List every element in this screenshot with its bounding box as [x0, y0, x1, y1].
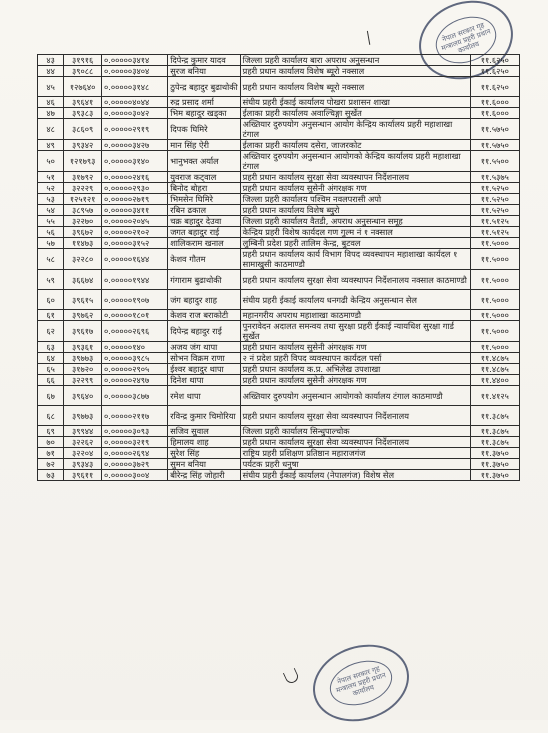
office-cell: प्रहरी प्रधान कार्यालय सुरक्षा सेवा व्यवस्थापन निर्देशनालय नक्साल काठमाण्डौ: [240, 270, 470, 290]
table-body: [38, 55, 520, 481]
name-cell: ठुपेन्द्र बहादुर बुढाथोकी: [168, 77, 240, 97]
registration-cell: ०.०००००२११७: [102, 406, 168, 426]
table-row: [38, 342, 520, 353]
serial-number-cell: ५३: [38, 194, 64, 205]
symbol-number-cell: ३२२७०: [64, 216, 102, 227]
name-cell: दिपेन्द्र बहादुर राई: [168, 321, 240, 342]
table-row: [38, 249, 520, 270]
symbol-number-cell: ३९०८८: [64, 66, 102, 77]
table-row: [38, 448, 520, 459]
registration-cell: ०.०००००३७२९: [102, 459, 168, 470]
serial-number-cell: ७०: [38, 437, 64, 448]
score-cell: ११.५३७५: [470, 172, 519, 183]
table-row: [38, 321, 520, 342]
table-row: [38, 97, 520, 108]
table-row: [38, 364, 520, 375]
serial-number-cell: ५०: [38, 151, 64, 172]
name-cell: सोभन विक्रम राणा: [168, 353, 240, 364]
registration-cell: ०.०००००३४११: [102, 205, 168, 216]
name-cell: रुद्र प्रसाद शर्मा: [168, 97, 240, 108]
office-cell: लुम्बिनी प्रदेश प्रहरी तालिम केन्द्र, बुटवल: [240, 238, 470, 249]
table-row: [38, 108, 520, 119]
symbol-number-cell: ३९३४२: [64, 140, 102, 151]
table-row: [38, 119, 520, 140]
registration-cell: ०.०००००२९१९: [102, 119, 168, 140]
score-cell: ११.५०००: [470, 342, 519, 353]
table-row: [38, 310, 520, 321]
registration-cell: ०.०००००१९४४: [102, 270, 168, 290]
score-cell: ११.४८७५: [470, 364, 519, 375]
official-stamp-bottom: [303, 633, 419, 733]
serial-number-cell: ५५: [38, 216, 64, 227]
serial-number-cell: ६७: [38, 386, 64, 406]
symbol-number-cell: ३९७७३: [64, 353, 102, 364]
score-cell: ११.५०००: [470, 238, 519, 249]
office-cell: २ नं प्रदेश प्रहरी विपद व्यवस्थापन कार्यदल पर्सा: [240, 353, 470, 364]
registration-cell: ०.०००००२१०२: [102, 227, 168, 238]
name-cell: रबिन ढकाल: [168, 205, 240, 216]
registration-cell: ०.०००००२७१९: [102, 194, 168, 205]
office-cell: प्रहरी प्रधान कार्यालय विशेष ब्यूरो नक्साल: [240, 77, 470, 97]
table-row: [38, 290, 520, 310]
name-cell: बिनोद बोहरा: [168, 183, 240, 194]
score-cell: ११.३७५०: [470, 459, 519, 470]
symbol-number-cell: ३९६७२: [64, 227, 102, 238]
table-row: [38, 386, 520, 406]
score-cell: ११.४४००: [470, 375, 519, 386]
symbol-number-cell: ३२२९९: [64, 375, 102, 386]
table-row: [38, 194, 520, 205]
table-row: [38, 470, 520, 481]
name-cell: रविन्द्र कुमार चिमोरिया: [168, 406, 240, 426]
name-cell: सुरज बनिया: [168, 66, 240, 77]
score-cell: ११.३८७५: [470, 437, 519, 448]
registration-cell: ०.०००००३४२७: [102, 140, 168, 151]
serial-number-cell: ४७: [38, 108, 64, 119]
score-cell: ११.४८७५: [470, 353, 519, 364]
serial-number-cell: ६०: [38, 290, 64, 310]
serial-number-cell: ४९: [38, 140, 64, 151]
serial-number-cell: ५२: [38, 183, 64, 194]
table-row: [38, 66, 520, 77]
serial-number-cell: ५९: [38, 270, 64, 290]
office-cell: जिल्ला प्रहरी कार्यालय सिन्धुपाल्चोक: [240, 426, 470, 437]
office-cell: पर्यटक प्रहरी धनुषा: [240, 459, 470, 470]
name-cell: दिनेश थापा: [168, 375, 240, 386]
score-cell: ११.५०००: [470, 290, 519, 310]
stamp-text-top: नेपाल सरकार गृह मन्त्रालय प्रहरी प्रधान कार्यालय: [440, 21, 492, 56]
office-cell: पुनरावेदन अदालत समन्वय तथा सुरक्षा प्रहरी ईकाई न्यायधिश सुरक्षा गार्ड सुर्खेत: [240, 321, 470, 342]
symbol-number-cell: ३१९१६: [64, 55, 102, 66]
name-cell: चक्र बहादुर देउवा: [168, 216, 240, 227]
symbol-number-cell: १२१७९३: [64, 151, 102, 172]
registration-cell: ०.०००००३४०४: [102, 66, 168, 77]
office-cell: ईलाका प्रहरी कार्यालय अवाल्चिङ्गा सुर्खेत: [240, 108, 470, 119]
handwritten-mark-bottom: [283, 668, 300, 685]
office-cell: जिल्ला प्रहरी कार्यालय बारा अपराध अनुसन्धान: [240, 55, 470, 66]
serial-number-cell: ५४: [38, 205, 64, 216]
registration-cell: ०.०००००३८७७: [102, 386, 168, 406]
table-row: [38, 270, 520, 290]
score-cell: ११.६०००: [470, 108, 519, 119]
score-cell: ११.३७५०: [470, 470, 519, 481]
score-cell: ११.५१२५: [470, 227, 519, 238]
serial-number-cell: ६५: [38, 364, 64, 375]
score-cell: ११.५२५०: [470, 183, 519, 194]
registration-cell: ०.०००००२९०५: [102, 364, 168, 375]
score-cell: ११.५०००: [470, 310, 519, 321]
serial-number-cell: ६१: [38, 310, 64, 321]
registration-cell: ०.०००००२६९६: [102, 321, 168, 342]
table-row: [38, 151, 520, 172]
office-cell: ईलाका प्रहरी कार्यालय दसेरा, जाजरकोट: [240, 140, 470, 151]
serial-number-cell: ४६: [38, 97, 64, 108]
office-cell: प्रहरी प्रधान कार्यालय क.प्र. अभिलेख उपशाखा: [240, 364, 470, 375]
office-cell: राष्ट्रिय प्रहरी प्रशिक्षण प्रतिष्ठान महाराजगंज: [240, 448, 470, 459]
score-cell: ११.६२५०: [470, 66, 519, 77]
registration-cell: ०.०००००१८०१: [102, 310, 168, 321]
score-cell: ११.५०००: [470, 321, 519, 342]
table-row: [38, 238, 520, 249]
table-row: [38, 55, 520, 66]
name-cell: शालिकराम खनाल: [168, 238, 240, 249]
office-cell: प्रहरी प्रधान कार्यालय सुरक्षा सेवा व्यवस्थापन निर्देशनालय: [240, 437, 470, 448]
office-cell: संघीय प्रहरी ईकाई कार्यालय धनगढी केन्द्रिय अनुसन्धान सेल: [240, 290, 470, 310]
score-cell: ११.६०००: [470, 97, 519, 108]
score-cell: ११.३७५०: [470, 448, 519, 459]
name-cell: केशव गौतम: [168, 249, 240, 270]
symbol-number-cell: ३८६०९: [64, 119, 102, 140]
score-cell: ११.४१२५: [470, 386, 519, 406]
name-cell: सजिव सुवाल: [168, 426, 240, 437]
registration-cell: ०.०००००३१५२: [102, 238, 168, 249]
office-cell: जिल्ला प्रहरी कार्यालय पश्चिम नवलपरासी अपो: [240, 194, 470, 205]
office-cell: प्रहरी प्रधान कार्यालय कार्य विभाग विपद व्यवस्थापन महाशाखा कार्यदल १ सामाखुसी काठमाण्डौ: [240, 249, 470, 270]
registration-cell: ०.०००००२६९४: [102, 448, 168, 459]
table-row: [38, 426, 520, 437]
registration-cell: ०.०००००१६४४: [102, 249, 168, 270]
serial-number-cell: ४५: [38, 77, 64, 97]
office-cell: अख्तियार दुरुपयोग अनुसन्धान आयोगको केन्द्रिय कार्यालय प्रहरी महाशाखा टंगाल: [240, 151, 470, 172]
score-cell: ११.५१२५: [470, 216, 519, 227]
score-cell: ११.५७५०: [470, 119, 519, 140]
handwritten-mark-top: [367, 29, 380, 45]
serial-number-cell: ४४: [38, 66, 64, 77]
registration-cell: ०.०००००१४०: [102, 342, 168, 353]
personnel-table: [37, 54, 520, 481]
symbol-number-cell: ३९३८३: [64, 108, 102, 119]
table-row: [38, 437, 520, 448]
name-cell: रमेश थापा: [168, 386, 240, 406]
name-cell: सुरेश सिंह: [168, 448, 240, 459]
office-cell: संघीय प्रहरी ईकाई कार्यालय पोखरा प्रशासन शाखा: [240, 97, 470, 108]
symbol-number-cell: १२५१२१: [64, 194, 102, 205]
office-cell: प्रहरी प्रधान कार्यालय सुरक्षा सेवा व्यवस्थापन निर्देशनालय: [240, 172, 470, 183]
serial-number-cell: ५८: [38, 249, 64, 270]
symbol-number-cell: ३९७७३: [64, 406, 102, 426]
table-row: [38, 172, 520, 183]
name-cell: मान सिंह ऐरी: [168, 140, 240, 151]
symbol-number-cell: ३९९४४: [64, 426, 102, 437]
name-cell: अजय जंग थापा: [168, 342, 240, 353]
name-cell: भानुभक्त अर्याल: [168, 151, 240, 172]
office-cell: प्रहरी प्रधान कार्यालय विशेष ब्यूरो नक्साल: [240, 66, 470, 77]
table-row: [38, 459, 520, 470]
score-cell: ११.६२५०: [470, 77, 519, 97]
name-cell: दिपक घिमिरे: [168, 119, 240, 140]
serial-number-cell: ६३: [38, 342, 64, 353]
name-cell: बीरेन्द्र सिंह जोहारी: [168, 470, 240, 481]
name-cell: केशव राज बराकोटी: [168, 310, 240, 321]
registration-cell: ०.०००००३९८५: [102, 353, 168, 364]
table-row: [38, 140, 520, 151]
office-cell: महानगरीय अपराध महाशाखा काठमाण्डौ: [240, 310, 470, 321]
registration-cell: ०.०००००३१४०: [102, 151, 168, 172]
table-row: [38, 205, 520, 216]
registration-cell: ०.०००००३४१४: [102, 55, 168, 66]
serial-number-cell: ७३: [38, 470, 64, 481]
registration-cell: ०.०००००३१४८: [102, 77, 168, 97]
office-cell: जिल्ला प्रहरी कार्यालय वैतडी, अपराध अनुसन्धान समूह: [240, 216, 470, 227]
name-cell: जगत बहादुर राई: [168, 227, 240, 238]
symbol-number-cell: ३१७२०: [64, 364, 102, 375]
office-cell: प्रहरी प्रधान कार्यालय विशेष ब्युरो: [240, 205, 470, 216]
office-cell: प्रहरी प्रधान कार्यालय सुसेनी अंगरक्षक गण: [240, 342, 470, 353]
table-row: [38, 183, 520, 194]
serial-number-cell: ४३: [38, 55, 64, 66]
name-cell: भिम बहादुर खड्का: [168, 108, 240, 119]
symbol-number-cell: ११४७३: [64, 238, 102, 249]
registration-cell: ०.०००००२०४५: [102, 216, 168, 227]
name-cell: युवराज कट्वाल: [168, 172, 240, 183]
symbol-number-cell: १२७६४०: [64, 77, 102, 97]
score-cell: ११.५२५०: [470, 194, 519, 205]
score-cell: ११.५०००: [470, 270, 519, 290]
office-cell: अख्तियार दुरुपयोग अनुसन्धान आयोगको कार्यालय टंगाल काठमाण्डौ: [240, 386, 470, 406]
symbol-number-cell: ३९६४१: [64, 97, 102, 108]
name-cell: ईश्वर बहादुर थापा: [168, 364, 240, 375]
serial-number-cell: ५१: [38, 172, 64, 183]
office-cell: प्रहरी प्रधान कार्यालय सुरक्षा सेवा व्यवस्थापन निर्देशनालय: [240, 406, 470, 426]
table-row: [38, 227, 520, 238]
symbol-number-cell: ३२२२९: [64, 183, 102, 194]
table-row: [38, 406, 520, 426]
office-cell: केन्द्रिय प्रहरी विशेष कार्यदल गण गुल्म नं १ नक्साल: [240, 227, 470, 238]
name-cell: गंगाराम बुढाथोकी: [168, 270, 240, 290]
stamp-inner-bottom: [324, 653, 398, 713]
registration-cell: ०.०००००३०९३: [102, 426, 168, 437]
symbol-number-cell: ३२२८०: [64, 249, 102, 270]
score-cell: ११.३८७५: [470, 406, 519, 426]
registration-cell: ०.०००००१९०७: [102, 290, 168, 310]
serial-number-cell: ६८: [38, 406, 64, 426]
serial-number-cell: ६६: [38, 375, 64, 386]
registration-cell: ०.०००००२४१६: [102, 172, 168, 183]
office-cell: अख्तियार दुरुपयोग अनुसन्धान आयोग केन्द्रिय कार्यालय प्रहरी महाशाखा टंगाल: [240, 119, 470, 140]
symbol-number-cell: ३८९५७: [64, 205, 102, 216]
name-cell: भिमसेन घिमिरे: [168, 194, 240, 205]
symbol-number-cell: ३९६४०: [64, 386, 102, 406]
registration-cell: ०.०००००३२१९: [102, 437, 168, 448]
serial-number-cell: ५६: [38, 227, 64, 238]
registration-cell: ०.०००००३०४२: [102, 108, 168, 119]
registration-cell: ०.०००००४०४४: [102, 97, 168, 108]
symbol-number-cell: ३९३६१: [64, 342, 102, 353]
symbol-number-cell: ३९६१७: [64, 321, 102, 342]
score-cell: ११.३८७५: [470, 426, 519, 437]
score-cell: ११.६२५०: [470, 55, 519, 66]
name-cell: हिमालय शाह: [168, 437, 240, 448]
office-cell: संघीय प्रहरी ईकाई कार्यालय (नेपालगंज) विशेष सेल: [240, 470, 470, 481]
score-cell: ११.५२५०: [470, 205, 519, 216]
symbol-number-cell: ३९३४३: [64, 459, 102, 470]
serial-number-cell: ७२: [38, 459, 64, 470]
table-row: [38, 353, 520, 364]
table-row: [38, 77, 520, 97]
score-cell: ११.५०००: [470, 249, 519, 270]
name-cell: जंग बहादुर शाह: [168, 290, 240, 310]
serial-number-cell: ५७: [38, 238, 64, 249]
symbol-number-cell: ३२२०४: [64, 448, 102, 459]
serial-number-cell: ७१: [38, 448, 64, 459]
serial-number-cell: ४८: [38, 119, 64, 140]
name-cell: सुमन बनिया: [168, 459, 240, 470]
serial-number-cell: ६९: [38, 426, 64, 437]
table-row: [38, 216, 520, 227]
stamp-text-bottom: नेपाल सरकार गृह मन्त्रालय प्रहरी प्रधान कार्यालय: [335, 664, 387, 698]
serial-number-cell: ६४: [38, 353, 64, 364]
symbol-number-cell: ३९६११: [64, 470, 102, 481]
office-cell: प्रहरी प्रधान कार्यालय सुसेनी अंगरक्षक गण: [240, 375, 470, 386]
table-row: [38, 375, 520, 386]
symbol-number-cell: ३१७९२: [64, 172, 102, 183]
symbol-number-cell: ३९७६२: [64, 310, 102, 321]
symbol-number-cell: ३९६१५: [64, 290, 102, 310]
symbol-number-cell: ३२२६२: [64, 437, 102, 448]
registration-cell: ०.०००००३००४: [102, 470, 168, 481]
score-cell: ११.५७५०: [470, 140, 519, 151]
office-cell: प्रहरी प्रधान कार्यालय सुसेनी अंगरक्षक गण: [240, 183, 470, 194]
score-cell: ११.५५००: [470, 151, 519, 172]
registration-cell: ०.०००००२४९७: [102, 375, 168, 386]
registration-cell: ०.०००००२९३०: [102, 183, 168, 194]
name-cell: दिपेन्द्र कुमार यादव: [168, 55, 240, 66]
symbol-number-cell: ३६६७४: [64, 270, 102, 290]
serial-number-cell: ६२: [38, 321, 64, 342]
